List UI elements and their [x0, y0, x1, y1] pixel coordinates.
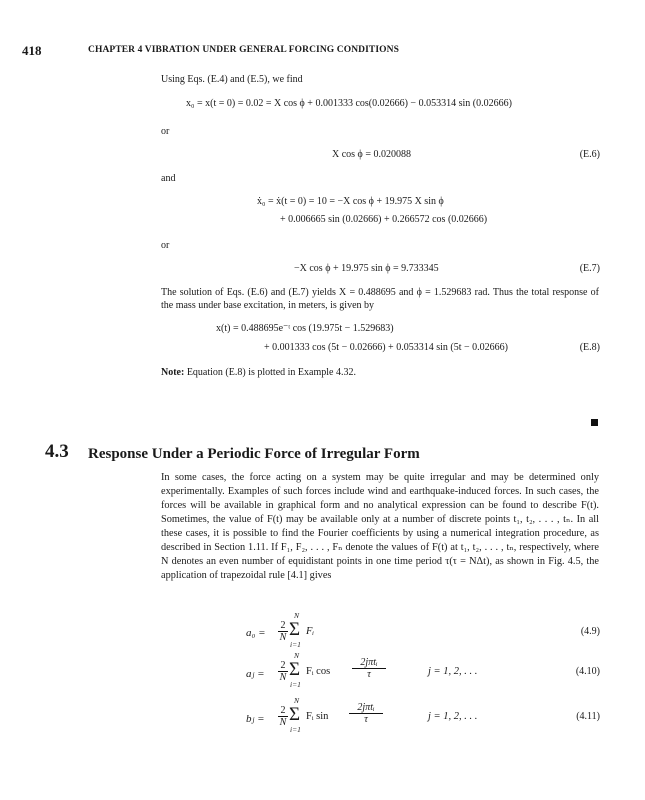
chapter-title: CHAPTER 4 VIBRATION UNDER GENERAL FORCING CONDITIONS: [88, 45, 399, 55]
equation-e7-number: (E.7): [579, 263, 600, 274]
formula-fraction: $\frac{2}{N}$: [279, 705, 287, 728]
equation-xdot-line2: + 0.006665 sin (0.02666) + 0.266572 cos (0.02666): [280, 214, 488, 225]
summation-symbol: Σ: [289, 619, 301, 640]
and-text: and: [161, 173, 176, 184]
page-number: 418: [22, 43, 42, 58]
note-label: Note:: [161, 367, 185, 378]
formula-number: (4.9): [580, 626, 600, 637]
section-paragraph: In some cases, the force acting on a system may be quite irregular and may be determined only experimentally. Examples of such forces include wind and earthquake-induced forces. In such cases, the forces will be available in graphical form and no analytical expression can be found to describe F(t). Sometimes, the value of F(t) may be available only at a number of discrete points t₁, t₂, . . . , tₙ. In all these cases, it is possible to find the Fourier coefficients by using a numerical integration procedure, as described in Section 1.11. If F₁, F₂, . . . , Fₙ denote the values of F(t) at t₁, t₂, . . . , tₙ, respectively, where N denotes an even number of equidistant points in one time period τ(τ = NΔt), as shown in Fig. 4.5, the application of trapezoidal rule [4.1] gives: [161, 472, 599, 581]
note: [161, 366, 356, 379]
formula-range: j = 1, 2, . . .: [428, 711, 478, 722]
summation-symbol: Σ: [289, 659, 301, 680]
formula-argument: 2jπtᵢ τ: [349, 702, 383, 726]
section-number: 4.3: [45, 441, 69, 462]
sum-lower-limit: i=1: [290, 725, 301, 734]
solution-text: The solution of Eqs. (E.6) and (E.7) yields X = 0.488695 and ϕ = 1.529683 rad. Thus the total response of the mass under base excitation, in meters, is given by: [161, 287, 599, 311]
formula-lhs: a₀ =: [246, 627, 266, 639]
or-text-2: or: [161, 240, 170, 251]
sum-upper-limit: N: [294, 696, 300, 705]
equation-e7: −X cos ϕ + 19.975 sin ϕ = 9.733345: [294, 263, 439, 274]
end-of-example-mark: [591, 419, 598, 426]
formula-argument: 2jπtᵢ τ: [352, 657, 386, 681]
equation-xdot-line1: ẋ₀ = ẋ(t = 0) = 10 = −X cos ϕ + 19.975 X sin ϕ: [257, 196, 444, 207]
formula-term: Fᵢ sin: [306, 711, 329, 722]
formula-fraction: $\frac{2}{N}$: [279, 620, 287, 643]
formula-term: Fᵢ cos: [306, 666, 331, 677]
sum-lower-limit: i=1: [290, 640, 301, 649]
sum-lower-limit: i=1: [290, 680, 301, 689]
equation-x0: x₀ = x(t = 0) = 0.02 = X cos ϕ + 0.001333 cos(0.02666) − 0.053314 sin (0.02666): [186, 98, 512, 109]
equation-e8-number: (E.8): [579, 342, 600, 353]
sum-upper-limit: N: [294, 651, 300, 660]
formula-number: (4.11): [576, 711, 600, 722]
formula-range: j = 1, 2, . . .: [428, 666, 478, 677]
example-intro: Using Eqs. (E.4) and (E.5), we find: [161, 74, 303, 85]
formula-number: (4.10): [575, 666, 600, 677]
section-title: Response Under a Periodic Force of Irregular Form: [88, 446, 420, 462]
equation-e8-line1: x(t) = 0.488695e⁻ᵗ cos (19.975t − 1.529683): [216, 323, 394, 334]
formula-lhs: bⱼ =: [246, 713, 265, 725]
sum-upper-limit: N: [294, 611, 300, 620]
formula-fraction: $\frac{2}{N}$: [279, 660, 287, 683]
summation-symbol: Σ: [289, 704, 301, 725]
formula-lhs: aⱼ =: [246, 668, 265, 680]
equation-e8-line2: + 0.001333 cos (5t − 0.02666) + 0.053314 sin (5t − 0.02666): [264, 342, 508, 353]
note-text: Equation (E.8) is plotted in Example 4.32.: [186, 367, 356, 378]
equation-e6: X cos ϕ = 0.020088: [332, 149, 411, 160]
equation-e6-number: (E.6): [579, 149, 600, 160]
formula-term: Fᵢ: [306, 626, 315, 637]
or-text-1: or: [161, 126, 170, 137]
